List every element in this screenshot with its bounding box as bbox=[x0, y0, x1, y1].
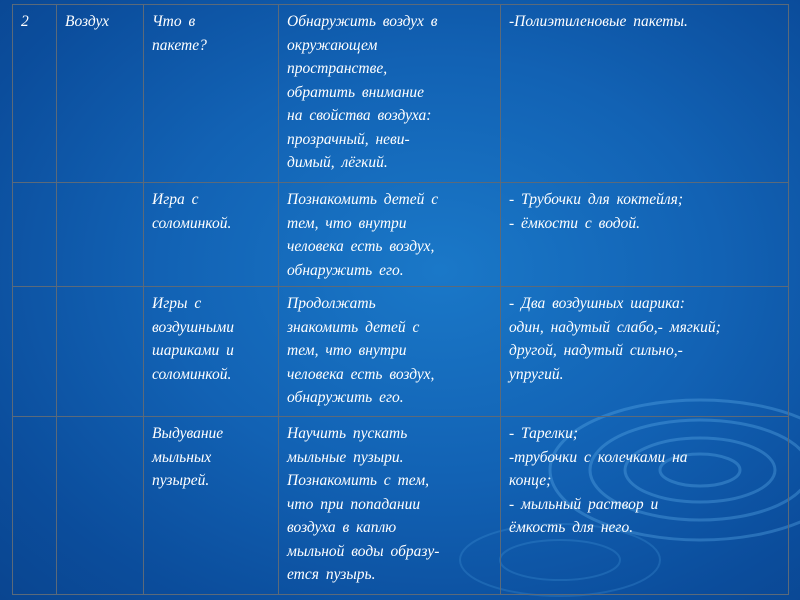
table-row bbox=[13, 417, 789, 595]
cell-object: Воздух bbox=[57, 5, 144, 183]
cell-materials: - Тарелки; -трубочки с колечками на конце; - мыльный раствор и ёмкость для него. bbox=[501, 417, 789, 595]
cell-game: Игры с воздушными шариками и соломинкой. bbox=[144, 287, 279, 417]
cell-object bbox=[57, 183, 144, 287]
cell-game: Игра с соломинкой. bbox=[144, 183, 279, 287]
cell-game: Что в пакете? bbox=[144, 5, 279, 183]
cell-game: Выдувание мыльных пузырей. bbox=[144, 417, 279, 595]
activities-table bbox=[12, 4, 789, 595]
cell-goal: Научить пускать мыльные пузыри. Познакомить с тем, что при попадании воздуха в каплю мыльной воды образу- ется пузырь. bbox=[279, 417, 501, 595]
table-row bbox=[13, 287, 789, 417]
cell-materials: - Трубочки для коктейля; - ёмкости с водой. bbox=[501, 183, 789, 287]
cell-goal: Продолжать знакомить детей с тем, что внутри человека есть воздух, обнаружить его. bbox=[279, 287, 501, 417]
table-row bbox=[13, 183, 789, 287]
cell-object bbox=[57, 287, 144, 417]
cell-object bbox=[57, 417, 144, 595]
cell-materials: -Полиэтиленовые пакеты. bbox=[501, 5, 789, 183]
cell-goal: Познакомить детей с тем, что внутри человека есть воздух, обнаружить его. bbox=[279, 183, 501, 287]
table-row bbox=[13, 5, 789, 183]
cell-materials: - Два воздушных шарика: один, надутый слабо,- мягкий; другой, надутый сильно,- упругий. bbox=[501, 287, 789, 417]
cell-number bbox=[13, 183, 57, 287]
cell-number bbox=[13, 417, 57, 595]
cell-number bbox=[13, 287, 57, 417]
cell-goal: Обнаружить воздух в окружающем пространстве, обратить внимание на свойства воздуха: прозрачный, неви- димый, лёгкий. bbox=[279, 5, 501, 183]
cell-number: 2 bbox=[13, 5, 57, 183]
